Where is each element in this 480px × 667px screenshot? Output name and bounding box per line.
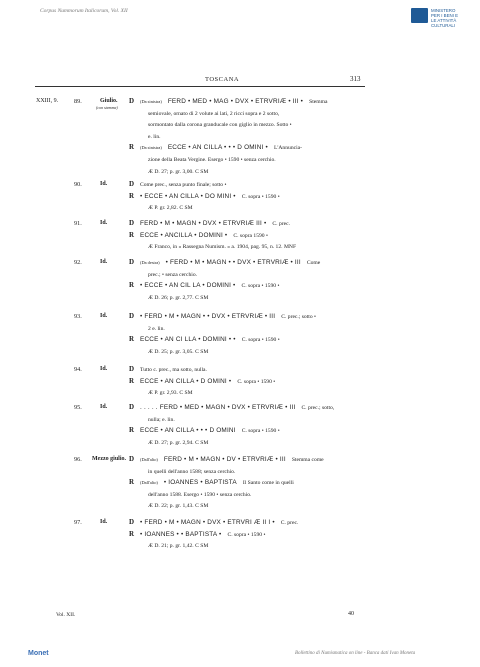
- reverse-mark: R: [129, 143, 135, 152]
- reverse-mark: R: [129, 376, 135, 385]
- description-line: [148, 542, 208, 549]
- description-line: [140, 456, 324, 463]
- description-text: Æ D. 25; p. gr. 3,05. C SM: [148, 348, 209, 355]
- denomination: Id.: [100, 181, 108, 187]
- description-text: Æ P. gr. 2,93. C SM: [148, 390, 193, 397]
- description-text: C. prec.: [272, 221, 290, 227]
- description-line: [148, 439, 208, 446]
- description-line: [148, 416, 175, 423]
- description-line: [140, 366, 207, 373]
- description-text: C. sopra • 1590 •: [241, 337, 280, 344]
- description-text: Il Santo come in quelli: [242, 480, 294, 487]
- description-text: Æ D. 27; p. gr. 2,94. C SM: [148, 439, 209, 446]
- page-number: 313: [350, 75, 361, 83]
- description-line: [140, 404, 334, 411]
- entry-number: 95.: [74, 404, 82, 411]
- coin-legend: ECCE • AN CI LLA • DOMINI • •: [140, 336, 236, 344]
- description-line: [148, 110, 279, 117]
- plate-reference: XXIII, 9.: [36, 98, 59, 104]
- description-text: C. sopra • 1590 •: [241, 193, 280, 200]
- description-text: semiovale, ornato di 2 volute ai lati, 2 ricci sopra e 2 sotto,: [148, 110, 280, 117]
- header-rule: [35, 86, 365, 87]
- denomination: Id.: [100, 366, 108, 372]
- description-line: [140, 232, 268, 239]
- coin-legend: FERD • MED • MAG • DVX • ETRVRIÆ • III •: [167, 98, 304, 105]
- description-line: [140, 519, 298, 526]
- description-line: [140, 220, 290, 227]
- coin-legend: • IOANNES • • BAPTISTA •: [140, 530, 222, 538]
- description-text: (Dall'alto): [140, 480, 158, 486]
- description-text: Come prec., senza punto finale; sotto •: [140, 182, 227, 188]
- denomination: Mezzo giulio.: [92, 456, 126, 462]
- entry-number: 91.: [74, 220, 82, 227]
- obverse-mark: D: [129, 365, 135, 373]
- description-line: [148, 121, 292, 128]
- description-text: nulla; e. lin.: [148, 416, 175, 423]
- coin-legend: • FERD • M • MAGN • • DVX • ETRVRIÆ • III: [140, 313, 276, 320]
- description-line: [140, 427, 280, 434]
- description-text: L'Annuncia-: [273, 145, 303, 152]
- footer-credit: Bollettino di Numismatica on line - Banca dati Ivan Moneta: [295, 651, 416, 656]
- description-text: C. prec.; sotto,: [301, 405, 335, 411]
- reverse-mark: R: [129, 335, 135, 344]
- description-line: [148, 156, 276, 163]
- obverse-mark: D: [129, 403, 135, 411]
- obverse-mark: D: [129, 97, 135, 105]
- entry-number: 96.: [74, 456, 82, 463]
- entry-number: 97.: [74, 519, 82, 526]
- denomination: Id.: [100, 404, 108, 410]
- description-line: [140, 531, 265, 538]
- ministry-label: [431, 8, 458, 28]
- description-line: [140, 193, 280, 200]
- description-text: 2 e. lin.: [148, 325, 165, 332]
- ministry-line: LE ATTIVITÀ: [431, 18, 457, 23]
- description-line: [140, 98, 327, 105]
- description-line: [148, 204, 193, 211]
- description-text: Æ D. 26; p. gr. 2,77. C SM: [148, 294, 209, 301]
- running-title: TOSCANA: [205, 76, 240, 83]
- coin-legend: • FERD • M • MAGN • • DVX • ETRVRIÆ • III: [165, 259, 301, 266]
- description-line: [148, 325, 165, 332]
- coin-legend: • ECCE • AN CILLA • DO MINI •: [140, 192, 236, 200]
- reverse-mark: R: [129, 191, 135, 200]
- description-text: (Da destra): [140, 260, 160, 265]
- description-line: [148, 491, 251, 498]
- description-text: dell'anno 1588. Esergo • 1590 • senza cerchio.: [148, 491, 252, 498]
- description-text: (Dall'alto): [140, 457, 158, 462]
- description-line: [148, 294, 208, 301]
- description-text: in quelli dell'anno 1588; senza cerchio.: [148, 468, 236, 475]
- description-text: sormontato dalla corona granducale con giglio in mezzo. Sotto •: [148, 122, 292, 129]
- description-line: [148, 348, 208, 355]
- obverse-mark: D: [129, 312, 135, 320]
- description-line: [140, 181, 226, 188]
- description-line: [140, 336, 280, 343]
- description-text: C. sopra • 1590 •: [241, 428, 280, 435]
- description-text: C. sopra 1590 •: [233, 232, 268, 239]
- obverse-mark: D: [129, 518, 135, 526]
- ministry-line: MINISTERO: [431, 8, 456, 13]
- obverse-mark: D: [129, 219, 135, 227]
- corpus-header: Corpus Nummorum Italicorum, Vol. XII: [40, 8, 128, 14]
- description-text: Tutto c. prec., ma sotto, nulla.: [140, 367, 207, 373]
- description-line: [140, 378, 275, 385]
- coin-legend: FERD • M • MAGN • DVX • ETRVRIÆ III •: [140, 220, 267, 227]
- denomination: Id.: [100, 220, 108, 226]
- description-line: [148, 468, 235, 475]
- coin-legend: • IOANNES • BAPTISTA: [163, 479, 237, 487]
- volume-label: Vol. XII.: [56, 612, 76, 618]
- coin-legend: • ECCE • AN CIL LA • DOMINI •: [140, 282, 236, 290]
- reverse-mark: R: [129, 478, 135, 487]
- denomination-note: (con stemma): [96, 105, 118, 110]
- denomination: Id.: [100, 519, 108, 525]
- entry-number: 89.: [74, 98, 82, 105]
- description-text: (Da sinistra): [140, 145, 162, 151]
- description-line: [140, 144, 302, 151]
- entry-number: 92.: [74, 259, 82, 266]
- reverse-mark: R: [129, 529, 135, 538]
- coin-legend: ECCE • AN CILLA • D OMINI •: [140, 377, 232, 385]
- description-text: e. lin.: [148, 133, 161, 140]
- description-text: Æ Franco, in « Rassegna Numism. » a. 1904, pag. 95, n. 12. MNF: [148, 244, 297, 251]
- description-line: [140, 259, 320, 266]
- denomination: Giulio.: [100, 98, 118, 104]
- description-text: Æ D. 21; p. gr. 1,42. C SM: [148, 543, 209, 550]
- obverse-mark: D: [129, 258, 135, 266]
- description-line: [148, 133, 161, 140]
- description-text: C. prec.: [280, 520, 299, 526]
- description-text: prec.; • senza cerchio.: [148, 271, 198, 278]
- reverse-mark: R: [129, 281, 135, 290]
- coin-legend: ECCE • ANCILLA • DOMINI •: [140, 231, 228, 239]
- description-text: Æ D. 27; p. gr. 3,00. C SM: [148, 168, 209, 175]
- description-line: [148, 168, 208, 175]
- signature-number: 40: [348, 611, 354, 617]
- entry-number: 94.: [74, 366, 82, 373]
- entry-number: 90.: [74, 181, 82, 188]
- description-line: [148, 502, 208, 509]
- description-line: [148, 389, 193, 396]
- coin-legend: ECCE • AN CILLA • • • D OMINI •: [167, 144, 268, 152]
- denomination: Id.: [100, 259, 108, 265]
- obverse-mark: D: [129, 180, 135, 188]
- reverse-mark: R: [129, 230, 135, 239]
- description-text: (Da sinistra): [140, 99, 162, 104]
- reverse-mark: R: [129, 426, 135, 435]
- description-text: Stemma come: [291, 457, 324, 463]
- description-text: Æ D. 22; p. gr. 1,43. C SM: [148, 503, 209, 510]
- coin-legend: FERD • M • MAGN • DV • ETRVRIÆ • III: [163, 456, 286, 463]
- coin-legend: . . . . . FERD • MED • MAGN • DVX • ETRVRIÆ • III: [140, 404, 296, 411]
- ministry-line: PER I BENI E: [431, 13, 459, 18]
- description-line: [140, 479, 294, 486]
- description-text: C. sopra • 1590 •: [227, 531, 266, 538]
- description-line: [148, 243, 296, 250]
- description-text: Come: [306, 260, 321, 266]
- coin-legend: • FERD • M • MAGN • DVX • ETRVRI Æ II I •: [140, 519, 275, 526]
- description-text: C. prec.; sotto •: [281, 314, 316, 320]
- description-line: [140, 282, 279, 289]
- denomination: Id.: [100, 313, 108, 319]
- description-text: C. sopra • 1590 •: [241, 283, 280, 290]
- description-text: zione della Beata Vergine. Esergo • 1590 • senza cerchio.: [148, 157, 276, 163]
- description-line: [140, 313, 316, 320]
- monet-logo: Monet: [28, 650, 49, 657]
- obverse-mark: D: [129, 455, 135, 463]
- description-text: Æ P. gr. 2,82. C SM: [148, 205, 193, 212]
- ministry-line: CULTURALI: [431, 23, 456, 28]
- ministry-logo-icon: [411, 8, 428, 23]
- description-text: C. sopra • 1590 •: [237, 378, 276, 385]
- description-text: Stemma: [309, 99, 328, 105]
- entry-number: 93.: [74, 313, 82, 320]
- coin-legend: ECCE • AN CILLA • • • D OMINI: [140, 427, 236, 435]
- description-line: [148, 271, 197, 278]
